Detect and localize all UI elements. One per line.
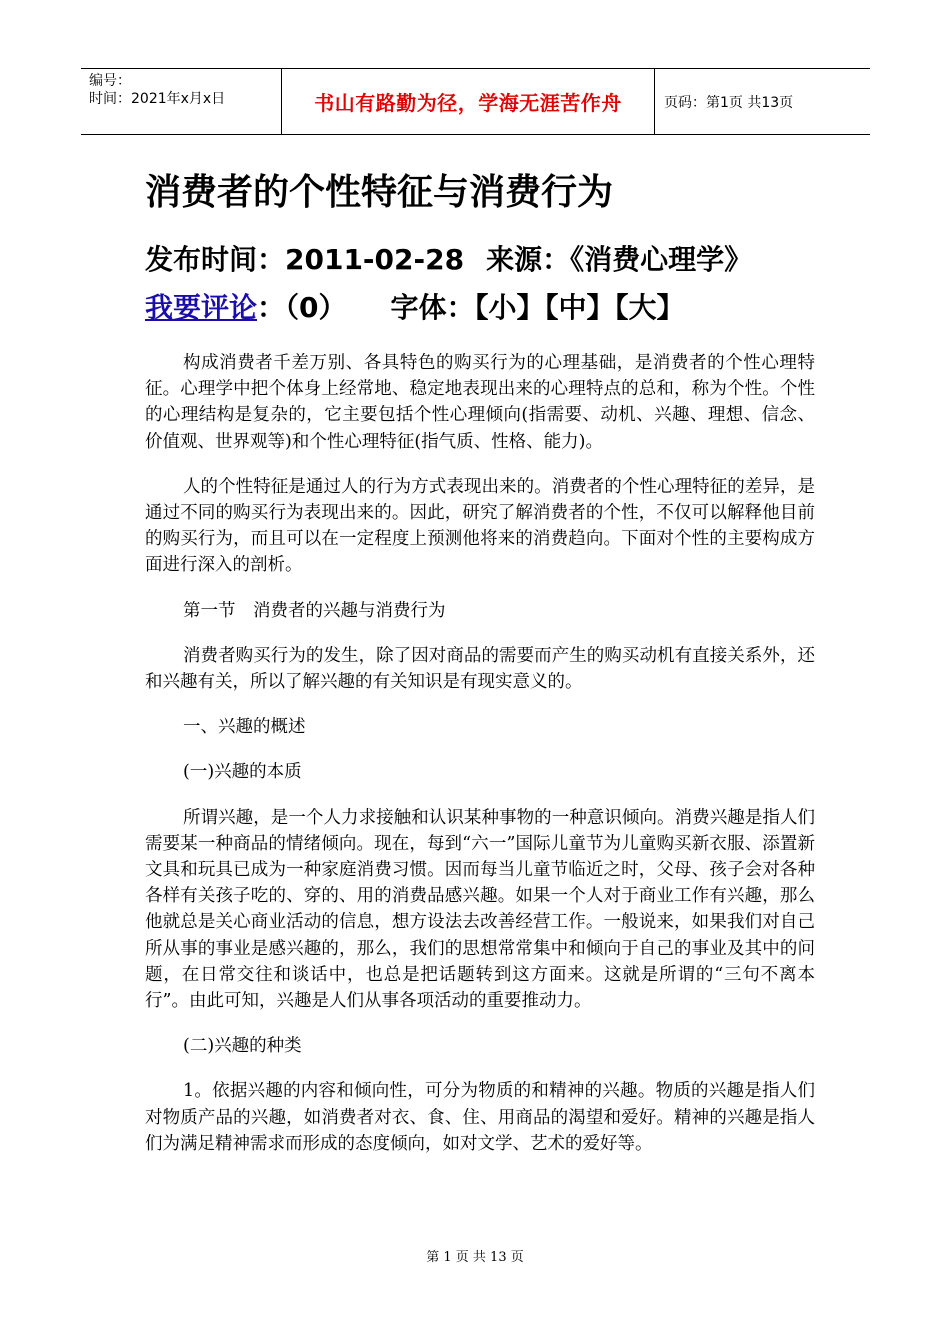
header-left-cell bbox=[81, 69, 282, 134]
paragraph: 人的个性特征是通过人的行为方式表现出来的。消费者的个性心理特征的差异，是通过不同的购买行为表现出来的。因此，研究了解消费者的个性，不仅可以解释他目前的购买行为，而且可以在一定程度上预测他将来的消费趋向。下面对个性的主要构成方面进行深入的剖析。 bbox=[145, 476, 815, 576]
comment-link[interactable]: 我要评论 bbox=[145, 291, 258, 324]
comment-count: ：（0） bbox=[257, 291, 347, 324]
paragraph: 消费者购买行为的发生，除了因对商品的需要而产生的购买动机有直接关系外，还和兴趣有关，所以了解兴趣的有关知识是有现实意义的。 bbox=[145, 645, 815, 693]
subsection-heading: 一、兴趣的概述 bbox=[183, 717, 306, 738]
header-page-cell bbox=[655, 69, 870, 134]
subsection-heading: (二)兴趣的种类 bbox=[183, 1036, 302, 1057]
code-label: 编号： bbox=[89, 73, 131, 89]
page-footer: 第 1 页 共 13 页 bbox=[426, 1250, 524, 1265]
article-source: 来源：《消费心理学》 bbox=[486, 243, 753, 276]
font-size-options[interactable]: 字体：【小】【中】【大】 bbox=[390, 291, 685, 324]
publish-time: 发布时间：2011-02-28 bbox=[145, 243, 465, 276]
date-label: 时间：2021年x月x日 bbox=[89, 91, 226, 107]
section-heading: 第一节 消费者的兴趣与消费行为 bbox=[183, 600, 446, 621]
paragraph: 1。依据兴趣的内容和倾向性，可分为物质的和精神的兴趣。物质的兴趣是指人们对物质产品的兴趣，如消费者对衣、食、住、用商品的渴望和爱好。精神的兴趣是指人们为满足精神需求而形成的态度倾向，如对文学、艺术的爱好等。 bbox=[145, 1081, 815, 1154]
paragraph: 所谓兴趣，是一个人力求接触和认识某种事物的一种意识倾向。消费兴趣是指人们需要某一种商品的情绪倾向。现在，每到“六一”国际儿童节为儿童购买新衣服、添置新文具和玩具已成为一种家庭消费习惯。因而每当儿童节临近之时，父母、孩子会对各种各样有关孩子吃的、穿的、用的消费品感兴趣。如果一个人对于商业工作有兴趣，那么他就总是关心商业活动的信息，想方设法去改善经营工作。一般说来，如果我们对自己所从事的事业是感兴趣的，那么，我们的思想常常集中和倾向于自己的事业及其中的问题，在日常交往和谈话中，也总是把话题转到这方面来。这就是所谓的“三句不离本行”。由此可知，兴趣是人们从事各项活动的重要推动力。 bbox=[145, 807, 815, 1012]
subsection-heading: (一)兴趣的本质 bbox=[183, 762, 302, 783]
motto-text: 书山有路勤为径，学海无涯苦作舟 bbox=[314, 91, 622, 115]
paragraph: 构成消费者千差万别、各具特色的购买行为的心理基础，是消费者的个性心理特征。心理学中把个体身上经常地、稳定地表现出来的心理特点的总和，称为个性。个性的心理结构是复杂的，它主要包括个性心理倾向(指需要、动机、兴趣、理想、信念、价值观、世界观等)和个性心理特征(指气质、性格、能力)。 bbox=[145, 353, 815, 452]
article-title: 消费者的个性特征与消费行为 bbox=[145, 172, 614, 213]
header-motto-cell bbox=[282, 69, 655, 134]
article-meta bbox=[145, 236, 815, 332]
page-info: 页码：第1页 共13页 bbox=[664, 94, 794, 111]
article-body bbox=[145, 350, 815, 1176]
header-table bbox=[81, 68, 870, 135]
